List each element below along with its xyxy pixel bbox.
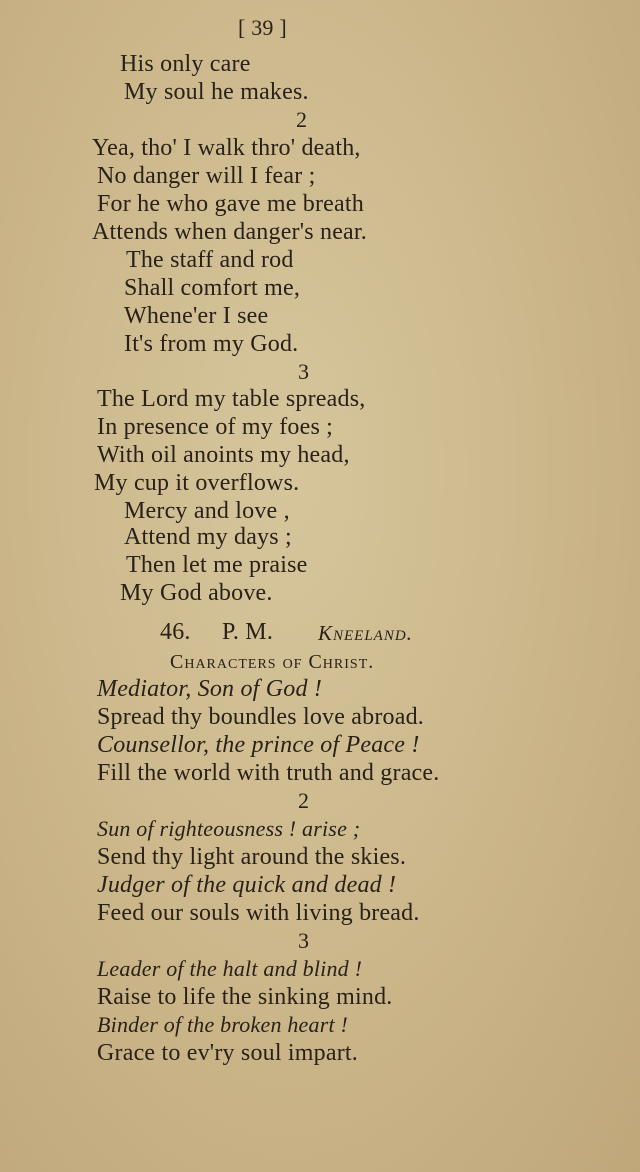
- hymn45-s1-line: His only care: [120, 51, 251, 77]
- stanza-number: 2: [298, 788, 310, 813]
- hymn45-s3-line: The Lord my table spreads,: [97, 386, 366, 412]
- hymn46-s2-line: Judger of the quick and dead !: [97, 872, 397, 898]
- hymn45-s3-line: Then let me praise: [126, 552, 308, 578]
- hymn46-s2-line: Sun of righteousness ! arise ;: [97, 816, 361, 841]
- hymn46-s1-line: Mediator, Son of God !: [97, 676, 323, 702]
- stanza-number: 3: [298, 928, 310, 953]
- hymn46-s1-line: Fill the world with truth and grace.: [97, 760, 440, 786]
- stanza-number: 3: [298, 359, 310, 384]
- hymn-tune: Kneeland.: [318, 621, 413, 645]
- hymn46-s2-line: Send thy light around the skies.: [97, 844, 407, 870]
- hymn46-s1-line: Spread thy boundles love abroad.: [97, 704, 424, 730]
- hymn45-s3-line: Attend my days ;: [124, 524, 292, 550]
- hymn45-s2-line: Attends when danger's near.: [92, 219, 367, 245]
- hymn45-s2-line: Shall comfort me,: [124, 275, 301, 301]
- hymn-meter: P. M.: [222, 619, 274, 645]
- hymn45-s3-line: Mercy and love ,: [124, 498, 290, 524]
- hymn45-s3-line: My cup it overflows.: [94, 470, 300, 496]
- page-number-header: [ 39 ]: [238, 15, 287, 40]
- hymn45-s2-line: It's from my God.: [124, 331, 299, 357]
- hymn45-s2-line: Whene'er I see: [124, 303, 269, 329]
- hymn45-s2-line: The staff and rod: [126, 247, 294, 273]
- hymn46-s1-line: Counsellor, the prince of Peace !: [97, 732, 420, 758]
- hymn-title: Characters of Christ.: [170, 651, 375, 673]
- stanza-number: 2: [296, 107, 308, 132]
- hymn46-s3-line: Raise to life the sinking mind.: [97, 984, 393, 1010]
- hymn45-s3-line: In presence of my foes ;: [97, 414, 334, 440]
- hymn45-s3-line: My God above.: [120, 580, 273, 606]
- hymn45-s2-line: Yea, tho' I walk thro' death,: [92, 135, 361, 161]
- hymn45-s2-line: No danger will I fear ;: [97, 163, 316, 189]
- hymn46-s2-line: Feed our souls with living bread.: [97, 900, 420, 926]
- hymn45-s3-line: With oil anoints my head,: [97, 442, 350, 468]
- hymn45-s1-line: My soul he makes.: [124, 79, 309, 105]
- hymn46-s3-line: Binder of the broken heart !: [97, 1012, 349, 1037]
- hymn-number: 46.: [160, 619, 191, 645]
- hymn46-s3-line: Leader of the halt and blind !: [97, 956, 363, 981]
- hymn46-s3-line: Grace to ev'ry soul impart.: [97, 1040, 358, 1066]
- hymn45-s2-line: For he who gave me breath: [97, 191, 364, 217]
